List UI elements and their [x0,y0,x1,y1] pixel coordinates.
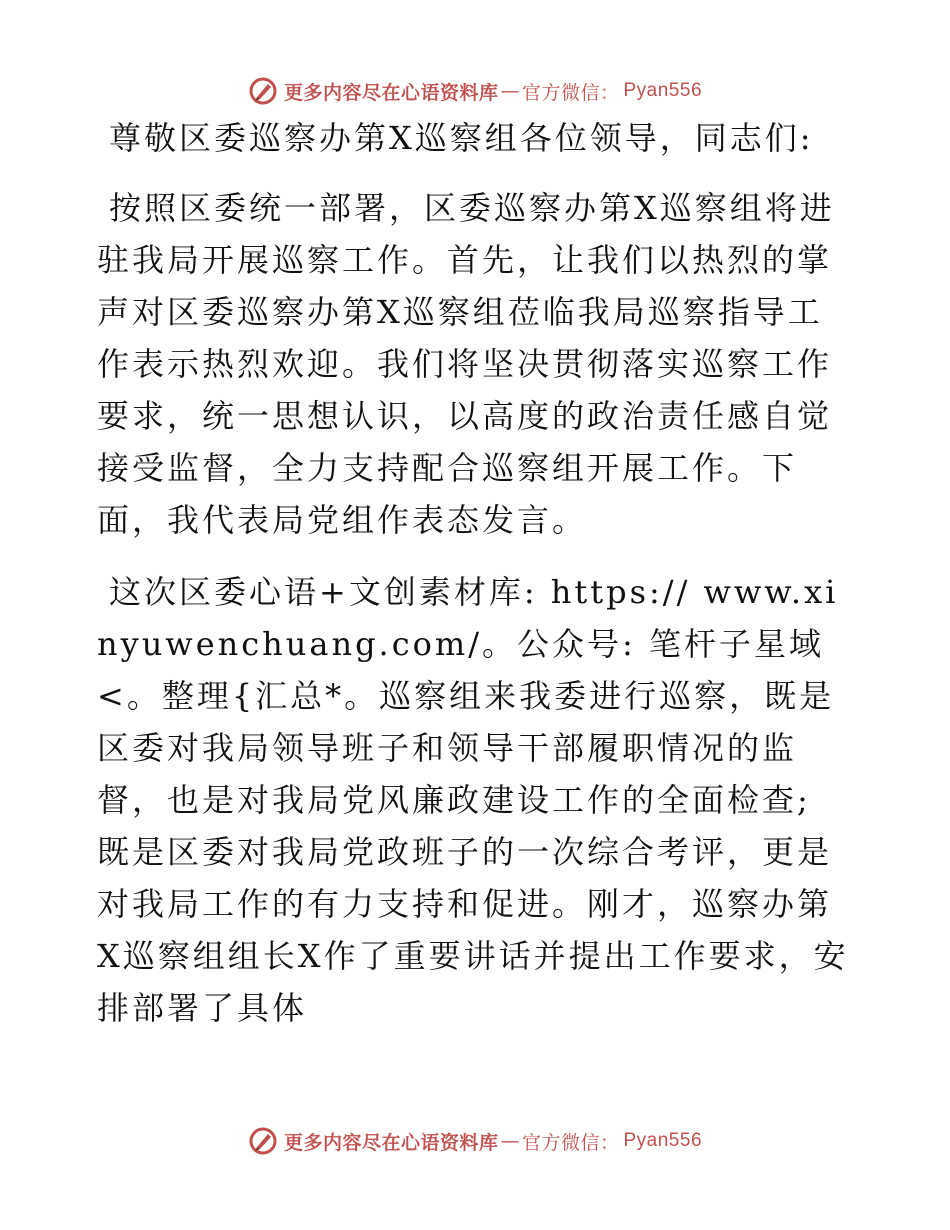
pen-logo-icon [248,1126,278,1156]
banner-wechat-id: Pyan556 [623,80,703,101]
banner-wechat-label: 官方微信： [521,81,620,104]
document-body [97,112,857,1050]
pen-logo-icon [248,76,278,106]
banner-wechat-label: 官方微信： [521,1131,620,1154]
banner-site-name: 更多内容尽在心语资料库 [283,81,499,104]
banner-site-name: 更多内容尽在心语资料库 [283,1131,499,1154]
paragraph-1: 按照区委统一部署，区委巡察办第X巡察组将进驻我局开展巡察工作。首先，让我们以热烈的掌声对区委巡察办第X巡察组莅临我局巡察指导工作表示热烈欢迎。我们将坚决贯彻落实巡察工作要求，统一思想认识，以高度的政治责任感自觉接受监督，全力支持配合巡察组开展工作。下面，我代表局党组作表态发言。 [97,189,835,539]
banner-wechat-id: Pyan556 [623,1130,703,1151]
banner-separator: — [500,80,520,102]
paragraph-2: 这次区委心语+文创素材库: https:// www.xinyuwenchuang.com/。公众号: 笔杆子星域<。整理{汇总*。巡察组来我委进行巡察，既是区委对我局领导班子和领导干部履职情况的监督，也是对我局党风廉政建设工作的全面检查; 既是区委对我局党政班子的一次综合考评，更是对我局工作的有力支持和促进。刚才，巡察办第X巡察组组长X作了重要讲话并提出工作要求，安排部署了具体 [97,573,849,1027]
greeting-line: 尊敬区委巡察办第X巡察组各位领导，同志们: [109,119,814,157]
header-banner [0,71,950,111]
banner-separator: — [500,1130,520,1152]
footer-banner [0,1121,950,1161]
